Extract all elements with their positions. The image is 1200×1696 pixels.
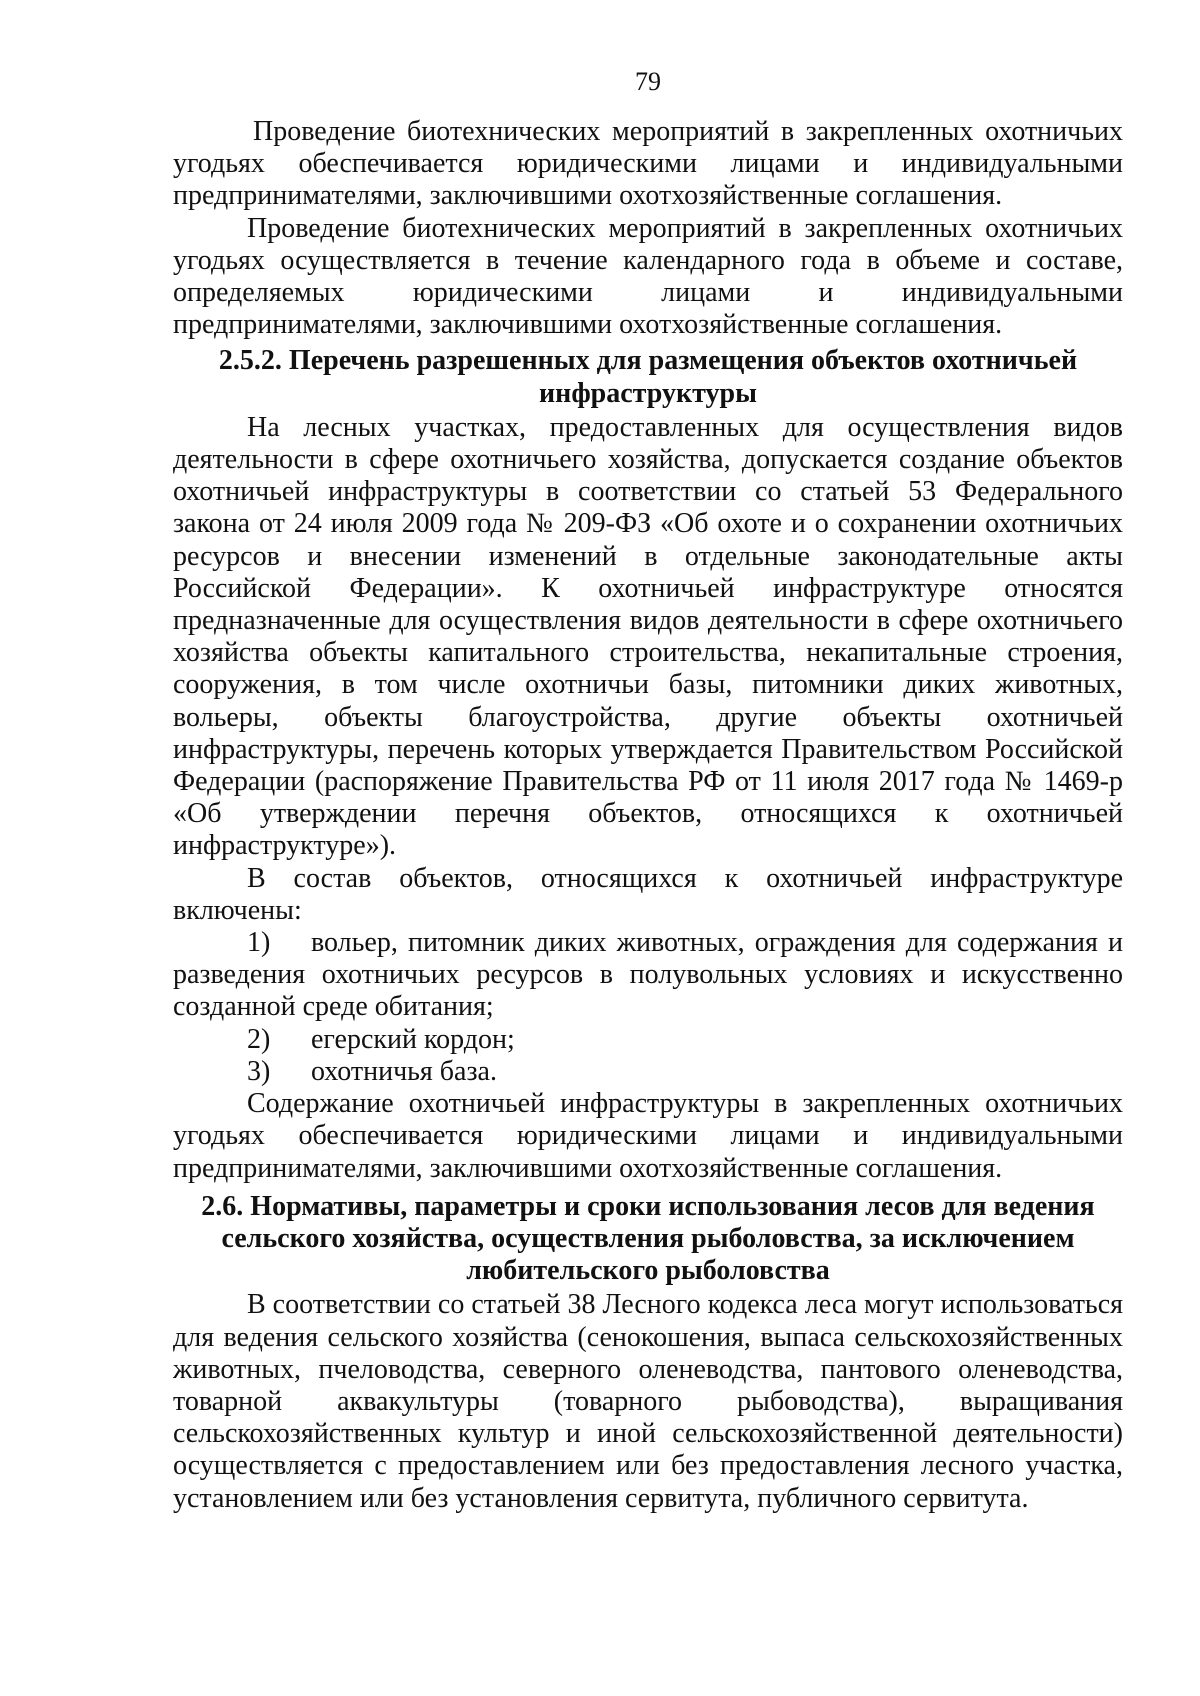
section-heading-2-5-2: 2.5.2. Перечень разрешенных для размещения объектов охотничьей инфраструктуры [218, 345, 1078, 409]
document-body [173, 116, 1123, 1515]
paragraph-infrastructure-composition: В состав объектов, относящихся к охотничьей инфраструктуре включены: [173, 862, 1123, 926]
list-number: 2) [247, 1023, 271, 1055]
page-number: 79 [635, 67, 661, 96]
paragraph-agriculture-use: В соответствии со статьей 38 Лесного кодекса леса могут использоваться для ведения сельского хозяйства (сенокошения, выпаса сельскохозяйственных животных, пчеловодства, северного оленеводства, пантового оленеводства, товарной аквакультуры (товарного рыбоводства), выращивания сельскохозяйственных культур и иной сельскохозяйственной деятельности) осуществляется с предоставлением или без предоставления лесного участка, установлением или без установления сервитута, публичного сервитута. [173, 1289, 1123, 1514]
section-heading-2-6-line-2: сельского хозяйства, осуществления рыболовства, за исключением [221, 1222, 1075, 1254]
list-item-3 [173, 1056, 1123, 1088]
list-text: охотничья база. [311, 1055, 497, 1087]
list-item-2 [173, 1024, 1123, 1056]
list-number: 1) [247, 927, 271, 959]
list-text: егерский кордон; [311, 1023, 515, 1055]
list-item-1 [173, 927, 1123, 1024]
list-text: вольер, питомник диких животных, ограждения для содержания и разведения охотничьих ресурсов в полувольных условиях и искусственно созданной среде обитания; [173, 927, 1123, 1023]
paragraph-biotech-schedule: Проведение биотехнических мероприятий в закрепленных охотничьих угодьях осуществляется в течение календарного года в объеме и составе, определяемых юридическими лицами и индивидуальными предпринимателями, заключившими охотхозяйственные соглашения. [173, 212, 1123, 341]
paragraph-infrastructure-maintenance: Содержание охотничьей инфраструктуры в закрепленных охотничьих угодьях обеспечивается юридическими лицами и индивидуальными предпринимателями, заключившими охотхозяйственные соглашения. [173, 1088, 1123, 1184]
paragraph-hunting-infrastructure: На лесных участках, предоставленных для осуществления видов деятельности в сфере охотничьего хозяйства, допускается создание объектов охотничьей инфраструктуры в соответствии со статьей 53 Федерального закона от 24 июля 2009 года № 209-ФЗ «Об охоте и о сохранении охотничьих ресурсов и внесении изменений в отдельные законодательные акты Российской Федерации». К охотничьей инфраструктуре относятся предназначенные для осуществления видов деятельности в сфере охотничьего хозяйства объекты капитального строительства, некапитальные строения, сооружения, в том числе охотничьи базы, питомники диких животных, вольеры, объекты благоустройства, другие объекты охотничьей инфраструктуры, перечень которых утверждается Правительством Российской Федерации (распоряжение Правительства РФ от 11 июля 2017 года № 1469-р «Об утверждении перечня объектов, относящихся к охотничьей инфраструктуре»). [173, 411, 1123, 862]
section-heading-2-6-line-1: 2.6. Нормативы, параметры и сроки использования лесов для ведения [201, 1190, 1095, 1222]
section-heading-2-6 [173, 1191, 1123, 1288]
section-heading-2-6-line-3: любительского рыболовства [466, 1255, 830, 1287]
paragraph-biotech-provision: Проведение биотехнических мероприятий в закрепленных охотничьих угодьях обеспечивается юридическими лицами и индивидуальными предпринимателями, заключившими охотхозяйственные соглашения. [173, 116, 1123, 212]
list-number: 3) [247, 1055, 271, 1087]
